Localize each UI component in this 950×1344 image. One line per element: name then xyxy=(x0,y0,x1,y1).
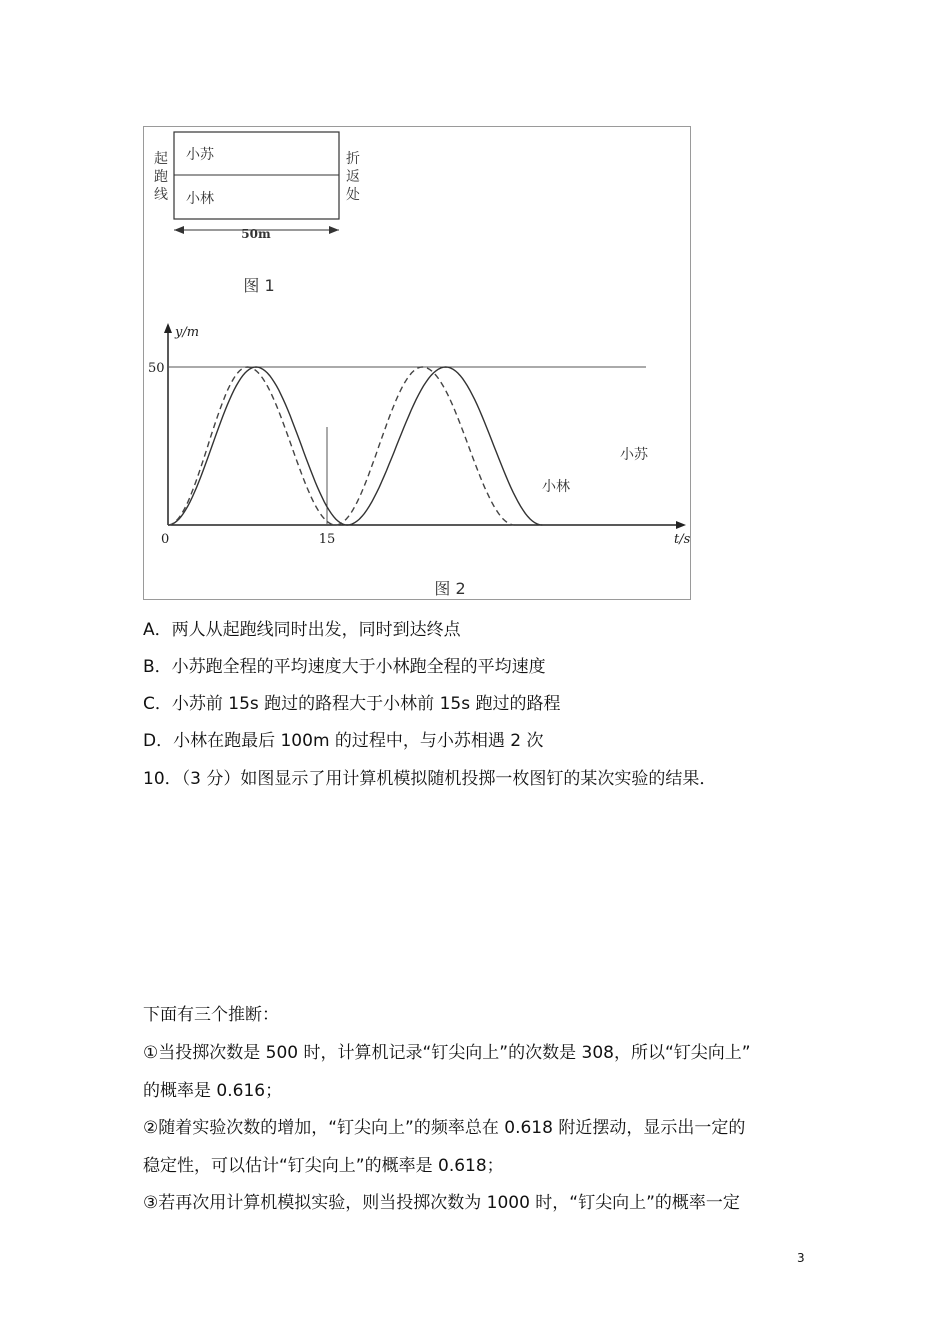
inference-2-line-1: ②随着实验次数的增加，“钉尖向上”的频率总在 0.618 附近摆动，显示出一定的 xyxy=(143,1118,746,1138)
origin-label: 0 xyxy=(161,532,170,547)
start-label-char-1: 起 xyxy=(154,151,168,167)
series-label-xiaosu: 小苏 xyxy=(620,447,648,463)
turn-label-char-3: 处 xyxy=(346,187,360,203)
inference-1-line-1: ①当投掷次数是 500 时，计算机记录“钉尖向上”的次数是 308，所以“钉尖向上” xyxy=(143,1043,751,1063)
series-line-xiaolin xyxy=(168,367,515,525)
option-c: C．小苏前 15s 跑过的路程大于小林前 15s 跑过的路程 xyxy=(143,694,561,714)
figure-panel xyxy=(143,126,691,600)
x-axis-label: t/s xyxy=(674,532,691,547)
inference-1-line-2: 的概率是 0.616； xyxy=(143,1081,283,1101)
inference-2-line-2: 稳定性，可以估计“钉尖向上”的概率是 0.618； xyxy=(143,1156,504,1176)
figure1-caption: 图 1 xyxy=(243,276,275,295)
y-tick-50: 50 xyxy=(148,361,165,376)
track-diagram xyxy=(154,132,360,295)
distance-label: 50m xyxy=(241,227,271,241)
series-line-xiaosu xyxy=(168,367,542,525)
inferences-intro: 下面有三个推断： xyxy=(143,1005,279,1025)
x-axis-arrow xyxy=(676,521,686,529)
option-b: B．小苏跑全程的平均速度大于小林跑全程的平均速度 xyxy=(143,657,546,677)
series-label-xiaolin: 小林 xyxy=(542,479,570,495)
figure-svg xyxy=(144,127,692,601)
x-tick-15: 15 xyxy=(318,532,336,547)
start-label-char-2: 跑 xyxy=(154,169,168,185)
inference-3-line-1: ③若再次用计算机模拟实验，则当投掷次数为 1000 时，“钉尖向上”的概率一定 xyxy=(143,1193,740,1213)
turn-label-char-2: 返 xyxy=(346,169,360,185)
lane-label-su: 小苏 xyxy=(186,147,214,163)
figure2-caption: 图 2 xyxy=(434,579,466,598)
y-axis-label: y/m xyxy=(175,325,200,340)
distance-arrow-left xyxy=(174,226,184,234)
option-d: D．小林在跑最后 100m 的过程中，与小苏相遇 2 次 xyxy=(143,731,544,751)
chart xyxy=(148,323,691,598)
lane-label-lin: 小林 xyxy=(186,191,214,207)
start-label-char-3: 线 xyxy=(154,187,168,203)
y-axis-arrow xyxy=(164,323,172,333)
turn-label-char-1: 折 xyxy=(346,151,360,167)
page-number: 3 xyxy=(797,1251,805,1265)
question-10: 10．（3 分）如图显示了用计算机模拟随机投掷一枚图钉的某次实验的结果． xyxy=(143,769,717,789)
option-a: A．两人从起跑线同时出发，同时到达终点 xyxy=(143,620,461,640)
distance-arrow-right xyxy=(329,226,339,234)
